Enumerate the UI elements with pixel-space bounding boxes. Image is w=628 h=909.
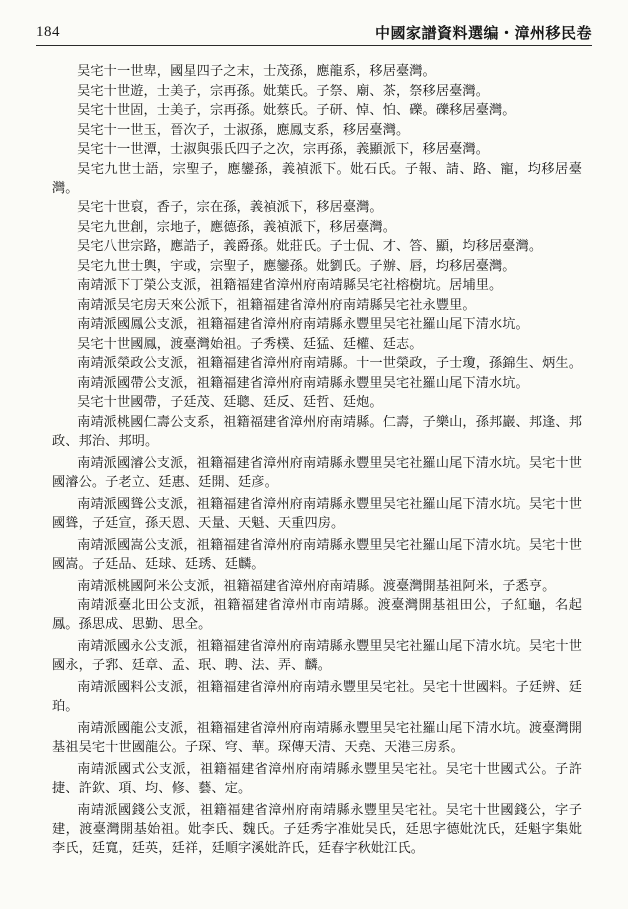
book-title: 中國家譜資料選编・漳州移民卷	[374, 24, 592, 42]
paragraph: 吴宅八世宗路，應誥子，義爵孫。妣莊氏。子士侃、才、答、顯，均移居臺灣。	[77, 239, 543, 254]
paragraph: 吴宅十世國鳳，渡臺灣始祖。子秀樸、廷猛、廷權、廷志。	[77, 336, 423, 352]
paragraph: 吴宅九世士語，宗聖子，應鑾孫，義禎派下。妣石氏。子報、請、路、寵，均移居臺灣。	[52, 161, 582, 196]
paragraph: 南靖派榮政公支派，祖籍福建省漳州府南靖縣。十一世榮政，子士瓊，孫錦生、炳生。	[77, 356, 582, 371]
paragraph: 吴宅十世固，士美子，宗再孫。妣蔡氏。子研、悼、怕、礫。礫移居臺灣。	[77, 103, 516, 118]
paragraph: 吴宅九世創，宗地子，應德孫，義禎派下，移居臺灣。	[77, 219, 396, 235]
paragraph: 南靖派臺北田公支派，祖籍福建省漳州市南靖縣。渡臺灣開基祖田公，子紅龜，名起鳳。孫思成、思勤、思全。	[52, 598, 582, 632]
paragraph: 南靖派國聳公支派，祖籍福建省漳州府南靖縣永豐里吴宅社羅山尾下清水坑。吴宅十世國聳，子廷宣，孫天恩、天量、天魁、天重四房。	[52, 496, 582, 531]
header-rule	[36, 45, 592, 46]
paragraph: 南靖派吴宅房天來公派下，祖籍福建省漳州府南靖縣吴宅社永豐里。	[77, 297, 476, 313]
paragraph: 南靖派國錢公支派，祖籍福建省漳州府南靖縣永豐里吴宅社。吴宅十世國錢公，字子建，渡臺灣開基始祖。妣李氏、魏氏。子廷秀字准妣吴氏，廷思字德妣沈氏，廷魁字集妣李氏，廷寬，廷英，廷祥，廷順字溪妣許氏，廷春字秋妣江氏。	[52, 803, 582, 856]
paragraph: 南靖派國料公支派，祖籍福建省漳州府南靖永豐里吴宅社。吴宅十世國料。子廷辨、廷珀。	[52, 680, 582, 714]
paragraph: 南靖派下丁榮公支派，祖籍福建省漳州府南靖縣吴宅社榕樹坑。居埔里。	[77, 278, 503, 293]
paragraph: 吴宅十一世潭，士淑與張氏四子之次，宗再孫，義顯派下，移居臺灣。	[77, 142, 489, 157]
paragraph: 吴宅十一世卑，國星四子之末，士茂孫，應龍系，移居臺灣。	[77, 64, 436, 79]
paragraph: 南靖派國式公支派，祖籍福建省漳州府南靖縣永豐里吴宅社。吴宅十世國式公。子許捷、許欽、項、均、修、藝、定。	[52, 762, 582, 796]
paragraph: 吴宅十世遊，士美子，宗再孫。妣葉氏。子祭、廟、茶，祭移居臺灣。	[77, 83, 489, 99]
page-number: 184	[36, 24, 60, 40]
paragraph: 南靖派國帶公支派，祖籍福建省漳州府南靖縣永豐里吴宅社羅山尾下清水坑。	[77, 375, 529, 391]
paragraph: 南靖派桃國仁壽公支系，祖籍福建省漳州府南靖縣。仁壽，子樂山，孫邦巖、邦逢、邦政、邦治、邦明。	[52, 414, 582, 449]
paragraph: 南靖派國龍公支派，祖籍福建省漳州府南靖縣永豐里吴宅社羅山尾下清水坑。渡臺灣開基祖吴宅十世國龍公。子琛、穹、華。琛傳天清、天堯、天港三房系。	[52, 721, 582, 755]
page-header	[36, 18, 592, 46]
paragraph: 吴宅九世士輿，宇或，宗聖子，應鑾孫。妣劉氏。子辦、唇，均移居臺灣。	[77, 258, 516, 274]
page-body	[52, 62, 582, 861]
paragraph: 南靖派國鳳公支派，祖籍福建省漳州府南靖縣永豐里吴宅社羅山尾下清水坑。	[77, 317, 529, 332]
paragraph: 南靖派國永公支派，祖籍福建省漳州府南靖縣永豐里吴宅社羅山尾下清水坑。吴宅十世國永，子郛、廷章、孟、珉、聘、法、弄、麟。	[52, 639, 582, 673]
paragraph: 吴宅十世裒，香子，宗在孫，義禎派下，移居臺灣。	[77, 200, 383, 215]
paragraph: 吴宅十一世玉，晉次子，士淑孫，應鳳支系，移居臺灣。	[77, 122, 410, 138]
paragraph: 南靖派國嵩公支派，祖籍福建省漳州府南靖縣永豐里吴宅社羅山尾下清水坑。吴宅十世國嵩。子廷品、廷球、廷琇、廷麟。	[52, 537, 582, 572]
paragraph: 南靖派國濬公支派，祖籍福建省漳州府南靖縣永豐里吴宅社羅山尾下清水坑。吴宅十世國濬公。子老立、廷惠、廷開、廷彦。	[52, 455, 582, 490]
paragraph: 南靖派桃國阿米公支派，祖籍福建省漳州府南靖縣。渡臺灣開基祖阿米，子悉亨。	[77, 578, 556, 594]
paragraph: 吴宅十世國帶，子廷茂、廷聰、廷反、廷哲、廷炮。	[77, 395, 383, 410]
